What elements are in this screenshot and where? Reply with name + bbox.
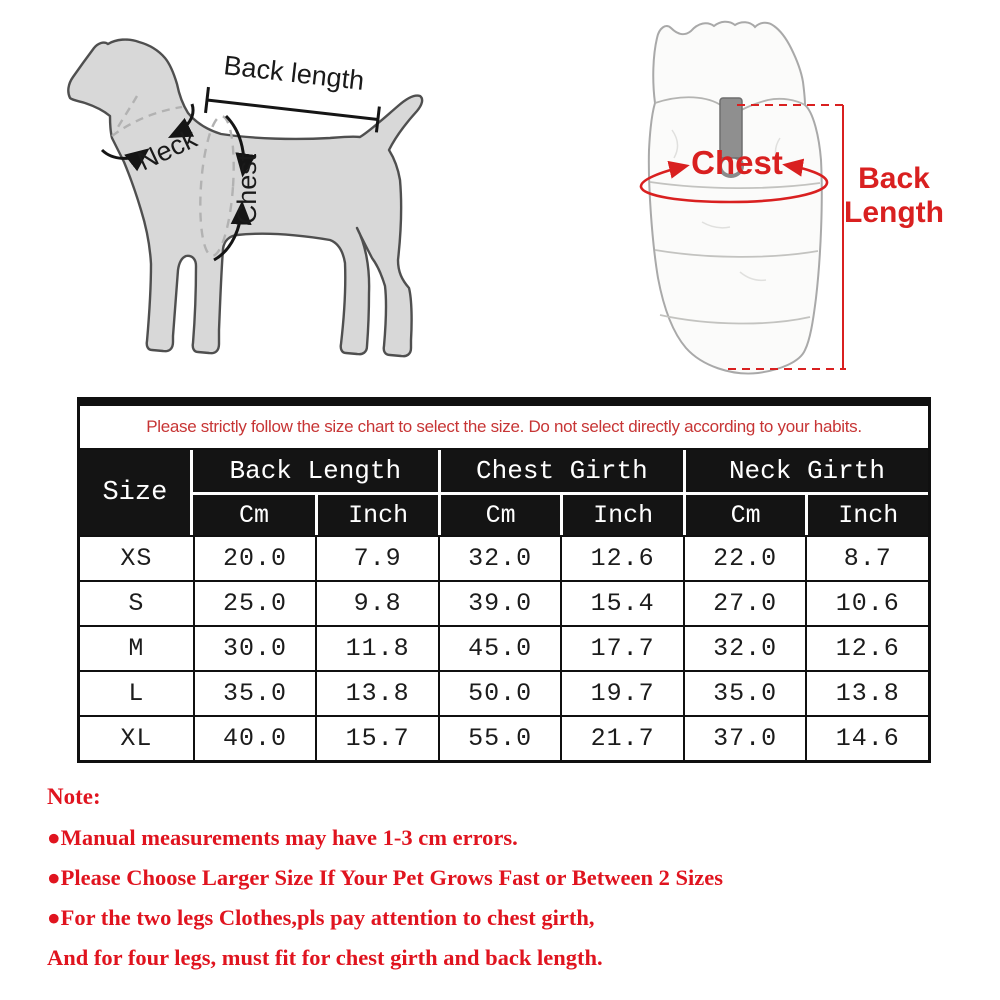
size-chart-notice: Please strictly follow the size chart to select the size. Do not select directly according to your habits. (80, 406, 928, 450)
value-cell: 55.0 (438, 715, 561, 760)
value-cell: 10.6 (805, 580, 928, 625)
table-row-l (80, 670, 928, 715)
value-cell: 35.0 (193, 670, 316, 715)
value-cell: 40.0 (193, 715, 316, 760)
back-length-group-header: Back Length (193, 450, 438, 492)
table-row-xs (80, 535, 928, 580)
size-cell: L (80, 670, 193, 715)
value-cell: 20.0 (193, 535, 316, 580)
vest-measurement-diagram (610, 10, 990, 400)
table-row-m (80, 625, 928, 670)
notes-heading: Note: (47, 784, 101, 809)
dog-chest-label: Chest (232, 153, 262, 225)
value-cell: 35.0 (683, 670, 806, 715)
value-cell: 17.7 (560, 625, 683, 670)
vest-chest-label: Chest (691, 144, 783, 181)
table-row-xl (80, 715, 928, 760)
note-item: ●Please Choose Larger Size If Your Pet Grows Fast or Between 2 Sizes (47, 865, 723, 890)
value-cell: 13.8 (315, 670, 438, 715)
note-item: And for four legs, must fit for chest girth and back length. (47, 945, 603, 970)
note-item: ●For the two legs Clothes,pls pay attention to chest girth, (47, 905, 595, 930)
unit-header: Cm (193, 492, 316, 535)
value-cell: 30.0 (193, 625, 316, 670)
unit-header: Cm (438, 492, 561, 535)
dog-neck-label: Neck (132, 123, 202, 177)
note-item: ●Manual measurements may have 1-3 cm errors. (47, 825, 518, 850)
value-cell: 8.7 (805, 535, 928, 580)
value-cell: 14.6 (805, 715, 928, 760)
dog-measurement-diagram (40, 18, 460, 380)
value-cell: 9.8 (315, 580, 438, 625)
table-row-s (80, 580, 928, 625)
size-cell: S (80, 580, 193, 625)
value-cell: 37.0 (683, 715, 806, 760)
value-cell: 27.0 (683, 580, 806, 625)
size-cell: M (80, 625, 193, 670)
size-cell: XL (80, 715, 193, 760)
group-header-row (80, 450, 928, 492)
value-cell: 15.7 (315, 715, 438, 760)
unit-header: Cm (683, 492, 806, 535)
value-cell: 7.9 (315, 535, 438, 580)
size-column-header: Size (80, 450, 193, 535)
unit-header: Inch (315, 492, 438, 535)
neck-girth-group-header: Neck Girth (683, 450, 928, 492)
unit-header: Inch (805, 492, 928, 535)
dog-back-length-label: Back length (222, 50, 366, 96)
value-cell: 19.7 (560, 670, 683, 715)
value-cell: 13.8 (805, 670, 928, 715)
vest-back-length-label-line2: Length (844, 196, 944, 229)
size-cell: XS (80, 535, 193, 580)
value-cell: 22.0 (683, 535, 806, 580)
chest-girth-group-header: Chest Girth (438, 450, 683, 492)
value-cell: 15.4 (560, 580, 683, 625)
notes-section (47, 784, 947, 985)
unit-header-row (80, 492, 928, 535)
unit-header: Inch (560, 492, 683, 535)
value-cell: 39.0 (438, 580, 561, 625)
value-cell: 11.8 (315, 625, 438, 670)
value-cell: 12.6 (560, 535, 683, 580)
value-cell: 32.0 (438, 535, 561, 580)
value-cell: 21.7 (560, 715, 683, 760)
size-table-grid (80, 450, 928, 760)
vest-back-length-label-line1: Back (858, 162, 930, 195)
value-cell: 50.0 (438, 670, 561, 715)
value-cell: 32.0 (683, 625, 806, 670)
size-table (77, 397, 931, 763)
value-cell: 12.6 (805, 625, 928, 670)
value-cell: 45.0 (438, 625, 561, 670)
value-cell: 25.0 (193, 580, 316, 625)
